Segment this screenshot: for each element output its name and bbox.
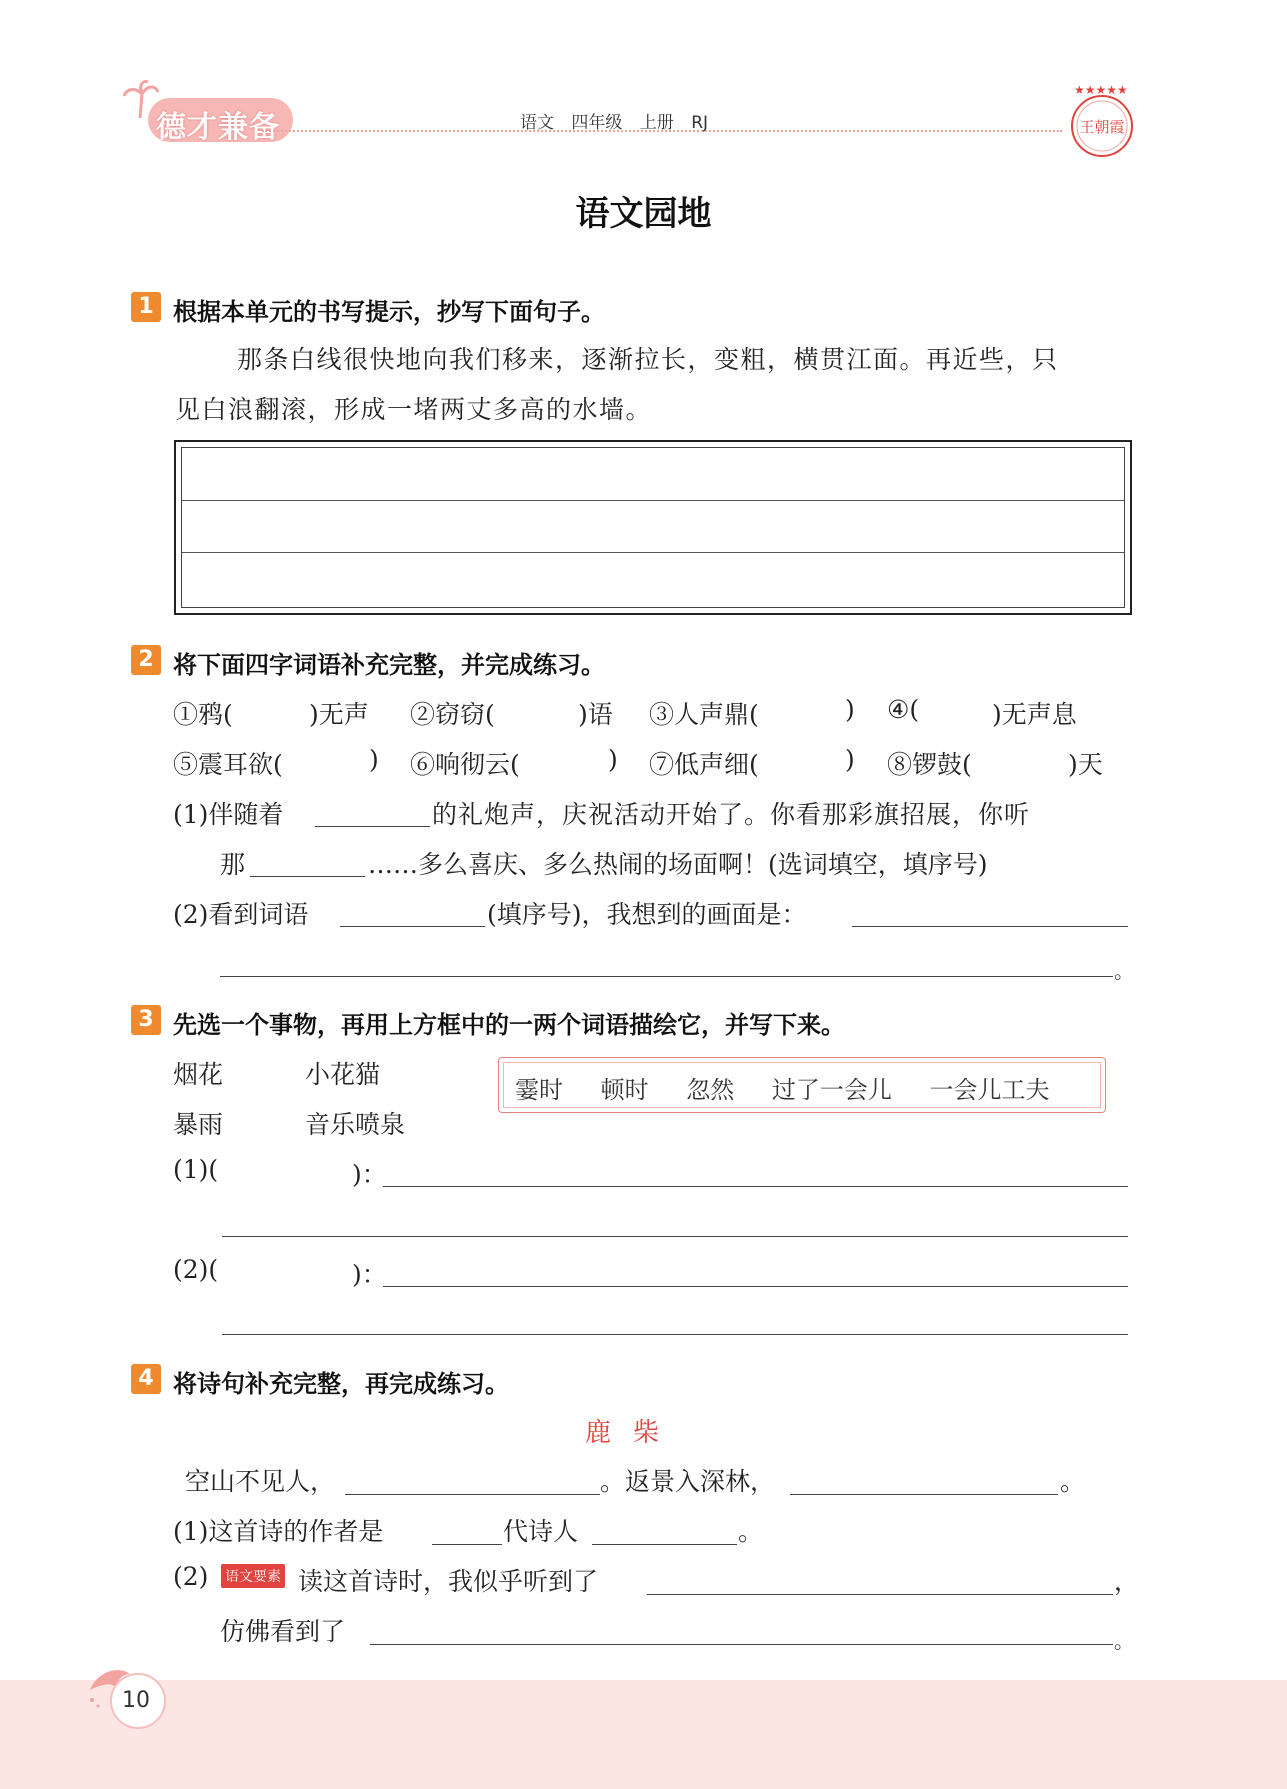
q4-sentence-1c: 。 [738,1517,764,1546]
idiom-3-end: ) [845,695,855,724]
answer-blank[interactable] [432,1543,502,1545]
q4-sentence-2a: (2) [173,1562,209,1591]
footer-band [0,1680,1287,1789]
page-number: 10 [122,1688,150,1713]
answer-line[interactable] [383,1285,1128,1287]
poem-line-middle: 。返景入深林， [600,1467,776,1496]
idiom-1-end: )无声 [309,700,369,729]
answer-blank[interactable] [345,1493,600,1495]
q3-answer-2-colon: )： [352,1260,387,1289]
option-item: 烟花 [173,1060,224,1089]
idiom-5-end: ) [369,745,379,774]
q2-sentence-1c: 那 [220,850,246,879]
q4-sentence-2c: ， [1114,1567,1140,1596]
answer-line[interactable] [647,1593,1113,1595]
idiom-7-end: ) [845,745,855,774]
q3-answer-1-colon: )： [352,1160,387,1189]
question-2-title: 将下面四字词语补充完整，并完成练习。 [173,651,605,679]
answer-blank[interactable] [315,825,430,827]
answer-line[interactable] [383,1185,1128,1187]
subject-info: 语文 四年级 上册 RJ [520,113,709,133]
header-divider [262,130,1062,132]
idiom-5: ⑤震耳欲( [173,750,283,779]
idiom-2-end: )语 [578,700,613,729]
q2-sentence-1b: 的礼炮声，庆祝活动开始了。你看那彩旗招展，你听 [432,800,1031,829]
brand-text: 德才兼备 [156,110,280,145]
question-1-number: 1 [131,292,161,322]
language-element-tag: 语文要素 [221,1564,285,1588]
option-item: 音乐喷泉 [305,1110,406,1139]
question-1-title: 根据本单元的书写提示，抄写下面句子。 [173,298,605,326]
idiom-7: ⑦低声细( [649,750,759,779]
writing-rule [182,500,1124,501]
q2-sentence-1d: ……多么喜庆、多么热闹的场面啊！(选词填空，填序号) [368,850,988,879]
idiom-1: ①鸦( [173,700,233,729]
option-item: 小花猫 [305,1060,381,1089]
copy-writing-area[interactable] [181,447,1125,608]
idiom-4: ④( [887,695,920,724]
answer-line[interactable] [222,1333,1128,1335]
question-3-title: 先选一个事物，再用上方框中的一两个词语描绘它，并写下来。 [173,1011,845,1039]
q1-text-line-2: 见白浪翻滚，形成一堵两丈多高的水墙。 [175,395,653,424]
question-2-number: 2 [131,645,161,675]
copy-writing-box[interactable] [174,440,1132,615]
q4-sentence-3a: 仿佛看到了 [220,1617,346,1646]
idiom-4-end: )无声息 [992,700,1077,729]
q3-answer-2-label: (2)( [173,1255,219,1284]
q2-sentence-1a: (1)伴随着 [173,800,284,829]
page-title: 语文园地 [575,194,712,234]
svg-text:★★★★★: ★★★★★ [1074,83,1128,97]
q2-sentence-2a: (2)看到词语 [173,900,309,929]
idiom-6: ⑥响彻云( [410,750,520,779]
q2-sentence-2b: (填序号)，我想到的画面是： [487,900,807,929]
author-seal [1064,80,1140,162]
question-4-title: 将诗句补充完整，再完成练习。 [173,1370,509,1398]
answer-blank[interactable] [250,875,365,877]
option-item: 暴雨 [173,1110,224,1139]
answer-blank[interactable] [592,1543,737,1545]
poem-line-start: 空山不见人， [185,1467,336,1496]
q3-answer-1-label: (1)( [173,1155,219,1184]
idiom-3: ③人声鼎( [649,700,759,729]
seal-text: 王朝霞 [1079,118,1125,136]
writing-rule [182,552,1124,553]
idiom-8: ⑧锣鼓( [887,750,972,779]
answer-line[interactable] [852,925,1128,927]
brand-logo [120,80,295,146]
period: 。 [1114,959,1134,983]
poem-line-end: 。 [1060,1467,1086,1496]
question-4-number: 4 [131,1364,161,1394]
q4-sentence-1a: (1)这首诗的作者是 [173,1517,384,1546]
poem-title: 鹿柴 [585,1418,682,1448]
q1-text-line-1: 那条白线很快地向我们移来，逐渐拉长，变粗，横贯江面。再近些，只 [237,345,1059,374]
idiom-6-end: ) [608,745,618,774]
answer-line[interactable] [222,1235,1128,1237]
q4-sentence-3b: 。 [1114,1629,1134,1653]
word-box-text: 霎时 顿时 忽然 过了一会儿 一会儿工夫 [515,1076,1050,1104]
idiom-2: ②窃窃( [410,700,495,729]
answer-blank[interactable] [340,925,485,927]
q4-sentence-1b: 代诗人 [503,1517,579,1546]
word-box [498,1057,1106,1113]
answer-line[interactable] [370,1643,1113,1645]
answer-blank[interactable] [790,1493,1058,1495]
q4-sentence-2b: 读这首诗时，我似乎听到了 [298,1567,599,1596]
answer-line[interactable] [220,975,1113,977]
question-3-number: 3 [131,1005,161,1035]
idiom-8-end: )天 [1068,750,1103,779]
